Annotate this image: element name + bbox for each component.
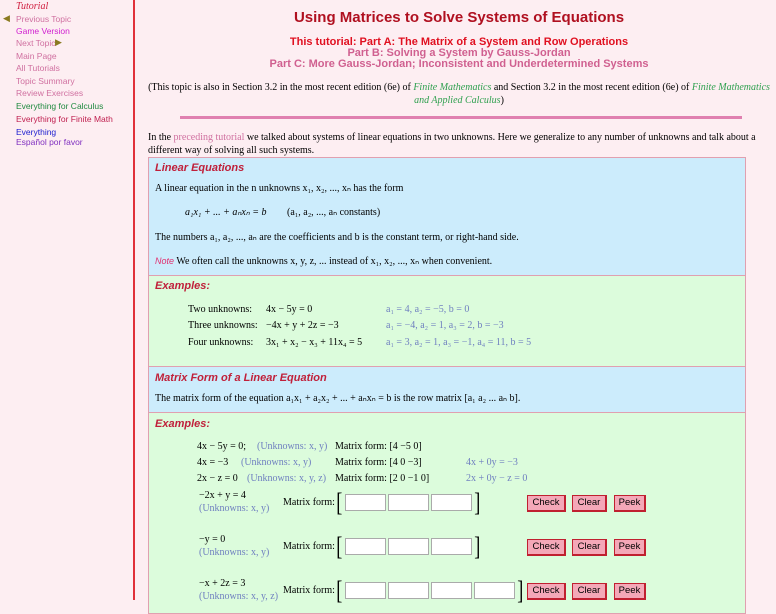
exercise-unknowns: (Unknowns: x, y) — [199, 503, 270, 514]
sidebar-game-version[interactable]: Game Version — [16, 26, 70, 36]
example-coefficients: a₁ = 3, a₂ = 1, a₃ = −1, a₄ = 11, b = 5 — [386, 337, 532, 348]
matrix-entry-input[interactable] — [345, 538, 386, 555]
example-coefficients: a₁ = −4, a₂ = 1, a₃ = 2, b = −3 — [386, 320, 504, 331]
example-equation: −4x + y + 2z = −3 — [266, 320, 339, 331]
finite-math-link[interactable]: Finite Mathematics — [413, 82, 492, 93]
exercise-label: Matrix form: — [283, 541, 335, 552]
linear-equations-box — [148, 157, 746, 277]
previous-arrow-icon[interactable]: ◀ — [3, 13, 10, 23]
section-note — [148, 81, 770, 107]
next-arrow-icon[interactable]: ▶ — [55, 37, 62, 47]
exercise-label: Matrix form: — [283, 497, 335, 508]
sidebar-main-page[interactable]: Main Page — [16, 51, 57, 61]
matrix-entry-input[interactable] — [345, 582, 386, 599]
check-button[interactable]: Check — [527, 495, 566, 512]
sidebar-review-exercises[interactable]: Review Exercises — [16, 88, 84, 98]
example-equation: 2x − z = 0 — [197, 473, 238, 484]
example-equation: 4x − 5y = 0; — [197, 441, 247, 452]
examples-box-2 — [148, 412, 746, 614]
divider — [180, 116, 742, 119]
matrix-entry-input[interactable] — [431, 538, 472, 555]
example-matrix-form: Matrix form: [4 0 −3] — [335, 457, 422, 468]
sidebar-espanol[interactable]: Español por favor — [16, 137, 83, 147]
examples-heading: Examples: — [155, 280, 211, 292]
linear-definition: A linear equation in the n unknowns x₁, x₂, ..., xₙ has the form — [155, 183, 404, 194]
intro-part: we talked about systems of linear equations in two unknowns. Here we generalize to any number of unknowns and talk about a different way of solving all such systems. — [148, 132, 756, 156]
example-equation: 4x − 5y = 0 — [266, 304, 313, 315]
matrix-text: The matrix form of the equation a₁x₁ + a₂x₂ + ... + aₙxₙ = b is the row matrix [a₁ a₂ ... aₙ b]. — [155, 393, 521, 404]
sidebar-calculus[interactable]: Everything for Calculus — [16, 101, 104, 111]
linear-heading: Linear Equations — [155, 162, 245, 174]
matrix-entry-input[interactable] — [388, 538, 429, 555]
part-b-link[interactable]: Part B: Solving a System by Gauss-Jordan — [347, 47, 571, 59]
right-bracket: ] — [517, 576, 524, 605]
linear-formula: a₁x₁ + ... + aₙxₙ = b — [185, 207, 267, 218]
matrix-entry-input[interactable] — [431, 582, 472, 599]
matrix-entry-input[interactable] — [345, 494, 386, 511]
sidebar — [0, 0, 135, 600]
example-equation: 3x₁ + x₂ − x₃ + 11x₄ = 5 — [266, 337, 363, 348]
left-bracket: [ — [336, 532, 343, 561]
peek-button[interactable]: Peek — [614, 583, 646, 600]
section-note-text: (This topic is also in Section 3.2 in the most recent edition (6e) of — [148, 82, 414, 93]
section-note-text: and Section 3.2 in the most recent edition (6e) of — [491, 82, 692, 93]
preceding-tutorial-link[interactable]: preceding tutorial — [173, 132, 245, 143]
sidebar-finite-math[interactable]: Everything for Finite Math — [16, 114, 113, 124]
page-title: Using Matrices to Solve Systems of Equations — [293, 9, 625, 26]
exercise-equation: −2x + y = 4 — [199, 490, 246, 501]
check-button[interactable]: Check — [527, 539, 566, 556]
example-label: Three unknowns: — [188, 320, 258, 331]
exercise-equation: −y = 0 — [199, 534, 226, 545]
clear-button[interactable]: Clear — [572, 539, 607, 556]
left-bracket: [ — [336, 488, 343, 517]
sidebar-all-tutorials[interactable]: All Tutorials — [16, 63, 60, 73]
example-matrix-form: Matrix form: [4 −5 0] — [335, 441, 422, 452]
sidebar-everything[interactable]: Everything — [16, 127, 57, 137]
exercise-unknowns: (Unknowns: x, y, z) — [199, 591, 279, 602]
example-unknowns: (Unknowns: x, y) — [257, 441, 328, 452]
intro-part: In the — [148, 132, 174, 143]
sidebar-previous-topic[interactable]: Previous Topic — [16, 14, 72, 24]
sidebar-next-topic[interactable]: Next Topic — [16, 38, 56, 48]
matrix-entry-input[interactable] — [388, 494, 429, 511]
part-a-current: This tutorial: Part A: The Matrix of a System and Row Operations — [289, 36, 629, 48]
linear-numbers: The numbers a₁, a₂, ..., aₙ are the coefficients and b is the constant term, or right-hand side. — [155, 232, 519, 243]
example-expanded: 4x + 0y = −3 — [466, 457, 518, 468]
finite-applied-link[interactable]: Finite Mathematics and Applied Calculus — [414, 82, 770, 106]
example-label: Four unknowns: — [188, 337, 254, 348]
example-unknowns: (Unknowns: x, y, z) — [247, 473, 327, 484]
exercise-unknowns: (Unknowns: x, y) — [199, 547, 270, 558]
examples-box-1 — [148, 275, 746, 368]
matrix-entry-input[interactable] — [474, 582, 515, 599]
example-coefficients: a₁ = 4, a₂ = −5, b = 0 — [386, 304, 470, 315]
sidebar-heading: Tutorial — [16, 1, 49, 12]
peek-button[interactable]: Peek — [614, 495, 646, 512]
right-bracket: ] — [474, 532, 481, 561]
examples-heading: Examples: — [155, 418, 211, 430]
example-unknowns: (Unknowns: x, y) — [241, 457, 312, 468]
right-bracket: ] — [474, 488, 481, 517]
matrix-entry-input[interactable] — [431, 494, 472, 511]
example-equation: 4x = −3 — [197, 457, 229, 468]
exercise-equation: −x + 2z = 3 — [199, 578, 246, 589]
left-bracket: [ — [336, 576, 343, 605]
example-matrix-form: Matrix form: [2 0 −1 0] — [335, 473, 430, 484]
matrix-heading: Matrix Form of a Linear Equation — [155, 372, 327, 384]
matrix-entry-input[interactable] — [388, 582, 429, 599]
sidebar-topic-summary[interactable]: Topic Summary — [16, 76, 75, 86]
note-label: Note — [155, 256, 175, 266]
example-expanded: 2x + 0y − z = 0 — [466, 473, 528, 484]
clear-button[interactable]: Clear — [572, 583, 607, 600]
check-button[interactable]: Check — [527, 583, 566, 600]
intro-text — [148, 131, 770, 157]
note-text: We often call the unknowns x, y, z, ... instead of x₁, x₂, ..., xₙ when convenient. — [176, 256, 493, 267]
section-note-text: ) — [500, 95, 504, 106]
matrix-form-box — [148, 366, 746, 414]
peek-button[interactable]: Peek — [614, 539, 646, 556]
linear-constants: (a₁, a₂, ..., aₙ constants) — [287, 207, 381, 218]
part-c-link[interactable]: Part C: More Gauss-Jordan; Inconsistent and Underdetermined Systems — [269, 58, 649, 70]
example-label: Two unknowns: — [188, 304, 253, 315]
exercise-label: Matrix form: — [283, 585, 335, 596]
clear-button[interactable]: Clear — [572, 495, 607, 512]
